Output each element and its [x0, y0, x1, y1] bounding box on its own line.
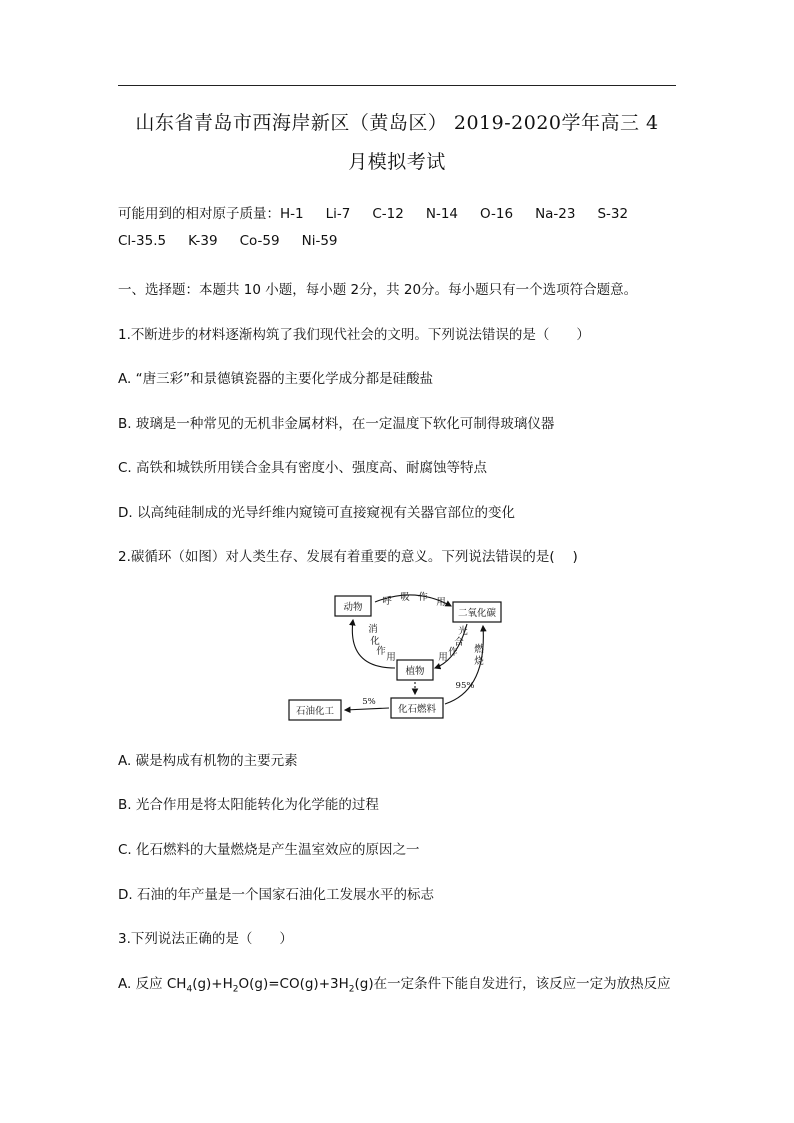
label-co2: 二氧化碳 [457, 608, 497, 619]
label-burning-2: 烧 [474, 656, 484, 667]
label-photo-4: 用 [438, 652, 448, 663]
question-1-option-a: A. “唐三彩”和景德镇瓷器的主要化学成分都是硅酸盐 [118, 371, 434, 387]
question-3-stem: 3.下列说法正确的是（ ） [118, 931, 293, 947]
question-2-option-b: B. 光合作用是将太阳能转化为化学能的过程 [118, 797, 379, 813]
mass-item: H-1 [280, 206, 304, 222]
q3a-text-1: A. 反应 CH [118, 976, 187, 992]
question-2-option-c: C. 化石燃料的大量燃烧是产生温室效应的原因之一 [118, 842, 420, 858]
mass-item: Na-23 [535, 206, 576, 222]
label-photo-2: 合 [454, 637, 464, 648]
mass-item: O-16 [480, 206, 514, 222]
question-1-option-b: B. 玻璃是一种常见的无机非金属材料，在一定温度下软化可制得玻璃仪器 [118, 416, 555, 432]
question-2-stem: 2.碳循环（如图）对人类生存、发展有着重要的意义。下列说法错误的是( ) [118, 549, 578, 565]
mass-item: S-32 [597, 206, 629, 222]
question-3-option-a [118, 972, 671, 995]
exam-title-line1: 山东省青岛市西海岸新区（黄岛区） 2019-2020学年高三 4 [135, 112, 659, 134]
atomic-masses-label: 可能用到的相对原子质量： [118, 206, 280, 222]
question-2-option-d: D. 石油的年产量是一个国家石油化工发展水平的标志 [118, 887, 434, 903]
mass-item: Co-59 [239, 233, 280, 249]
q3a-sub-2: 2 [232, 984, 239, 995]
question-1-stem: 1.不断进步的材料逐渐构筑了我们现代社会的文明。下列说法错误的是（ ） [118, 327, 590, 343]
label-respiration-2: 吸 [400, 592, 410, 603]
label-respiration-4: 用 [436, 597, 446, 608]
q3a-text-2: (g)+H [192, 976, 233, 992]
label-photo-3: 作 [448, 647, 458, 658]
question-2-option-a: A. 碳是构成有机物的主要元素 [118, 753, 298, 769]
label-photo-1: 光 [458, 626, 468, 637]
label-95-percent: 95% [455, 681, 475, 691]
label-burning-1: 燃 [474, 644, 484, 655]
mass-item: N-14 [425, 206, 458, 222]
label-animal: 动物 [343, 602, 363, 613]
exam-title-line2: 月模拟考试 [348, 151, 446, 173]
question-1-option-d: D. 以高纯硅制成的光导纤维内窥镜可直接窥视有关器官部位的变化 [118, 505, 515, 521]
header-rule [118, 85, 676, 86]
label-fossil-fuel: 化石燃料 [397, 704, 437, 715]
label-plant: 植物 [405, 666, 425, 677]
q3a-sub-3: 2 [348, 984, 355, 995]
q3a-sub-1: 4 [186, 984, 193, 995]
label-respiration-3: 作 [418, 592, 428, 603]
label-digestion-4: 用 [386, 652, 396, 663]
q3a-text-3: O(g)=CO(g)+3H [238, 976, 349, 992]
mass-item: Li-7 [325, 206, 351, 222]
label-digestion-1: 消 [368, 624, 378, 635]
question-1-option-c: C. 高铁和城铁所用镁合金具有密度小、强度高、耐腐蚀等特点 [118, 460, 488, 476]
arrow-fossil-to-petro [345, 708, 389, 710]
atomic-masses-row1 [118, 202, 628, 222]
carbon-cycle-diagram [287, 590, 507, 722]
label-digestion-3: 作 [376, 646, 386, 657]
label-petrochemical: 石油化工 [295, 706, 335, 717]
label-respiration-1: 呼 [382, 596, 392, 607]
atomic-masses-row2 [118, 233, 338, 249]
mass-item: Cl-35.5 [118, 233, 167, 249]
mass-item: K-39 [188, 233, 218, 249]
mass-item: Ni-59 [301, 233, 338, 249]
q3a-text-4: (g)在一定条件下能自发进行，该反应一定为放热反应 [354, 976, 671, 992]
section-heading: 一、选择题：本题共 10 小题，每小题 2分，共 20分。每小题只有一个选项符合题意。 [118, 282, 638, 298]
label-digestion-2: 化 [370, 636, 380, 647]
label-5-percent: 5% [362, 697, 376, 707]
mass-item: C-12 [372, 206, 404, 222]
